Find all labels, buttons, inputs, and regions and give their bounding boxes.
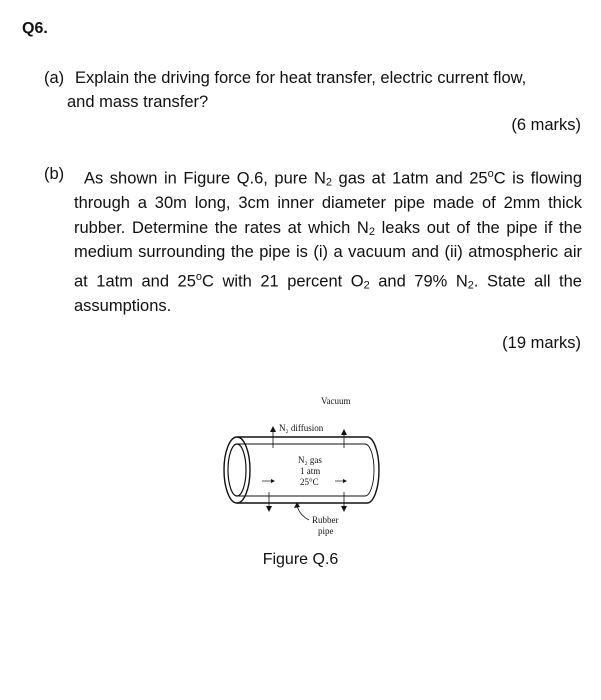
- part-b-t6: and 79% N: [369, 272, 468, 290]
- part-b: [44, 162, 582, 318]
- figure-caption: Figure Q.6: [262, 551, 339, 568]
- part-b-t4: leaks out of the pipe if the medium surrounding the pipe is (i) a vacuum and (ii) atmospheric air at 1atm and 25: [74, 218, 582, 290]
- pipe-label-2: pipe: [318, 526, 334, 536]
- part-a-marks: (6 marks): [511, 116, 581, 134]
- gas-label-3: 25°C: [300, 477, 319, 487]
- pipe-diagram: [215, 385, 395, 550]
- gas-label-2: 1 atm: [300, 466, 321, 476]
- part-b-text: [74, 162, 582, 318]
- part-b-label: (b): [44, 165, 65, 183]
- part-a-text-1: Explain the driving force for heat transfer, electric current flow,: [75, 69, 527, 87]
- part-b-sub3: 2: [363, 279, 370, 291]
- vacuum-label: Vacuum: [321, 396, 351, 406]
- part-b-t5: C with 21 percent O: [202, 272, 364, 290]
- pipe-label-1: Rubber: [312, 515, 339, 525]
- part-b-t7: . State all the assumptions.: [74, 272, 582, 315]
- arrow-top-right-head: [341, 429, 347, 435]
- pipe-figure: [215, 385, 395, 550]
- part-b-deg2: o: [195, 270, 203, 283]
- arrow-bottom-right-head: [341, 506, 347, 512]
- arrow-side-right-head: [343, 479, 347, 483]
- part-b-sub1: 2: [325, 176, 333, 189]
- part-b-t3: C is flowing through a 30m long, 3cm inner diameter pipe made of 2mm thick rubber. Determine the rates at which N: [74, 169, 582, 237]
- part-b-sub2: 2: [368, 225, 375, 238]
- part-b-t1: As shown in Figure Q.6, pure N: [84, 169, 326, 188]
- part-b-t2: gas at 1atm and 25: [332, 169, 488, 188]
- part-a: [44, 66, 584, 114]
- diffusion-label: N₂ diffusion: [279, 423, 324, 433]
- gas-label-1: N₂ gas: [298, 455, 322, 465]
- question-number: Q6.: [22, 20, 48, 37]
- part-b-sub4: 2: [467, 279, 474, 291]
- arrow-side-left-head: [271, 479, 275, 483]
- arrow-top-left-head: [270, 426, 276, 432]
- part-a-line-1: [44, 66, 584, 90]
- part-b-marks: (19 marks): [502, 334, 581, 352]
- rubber-pointer: [297, 505, 309, 520]
- part-a-label: (a): [44, 69, 65, 87]
- arrow-bottom-left-head: [266, 506, 272, 512]
- pipe-inner-end: [228, 444, 246, 496]
- part-a-text-2: and mass transfer?: [67, 93, 209, 111]
- part-b-deg1: o: [487, 168, 494, 180]
